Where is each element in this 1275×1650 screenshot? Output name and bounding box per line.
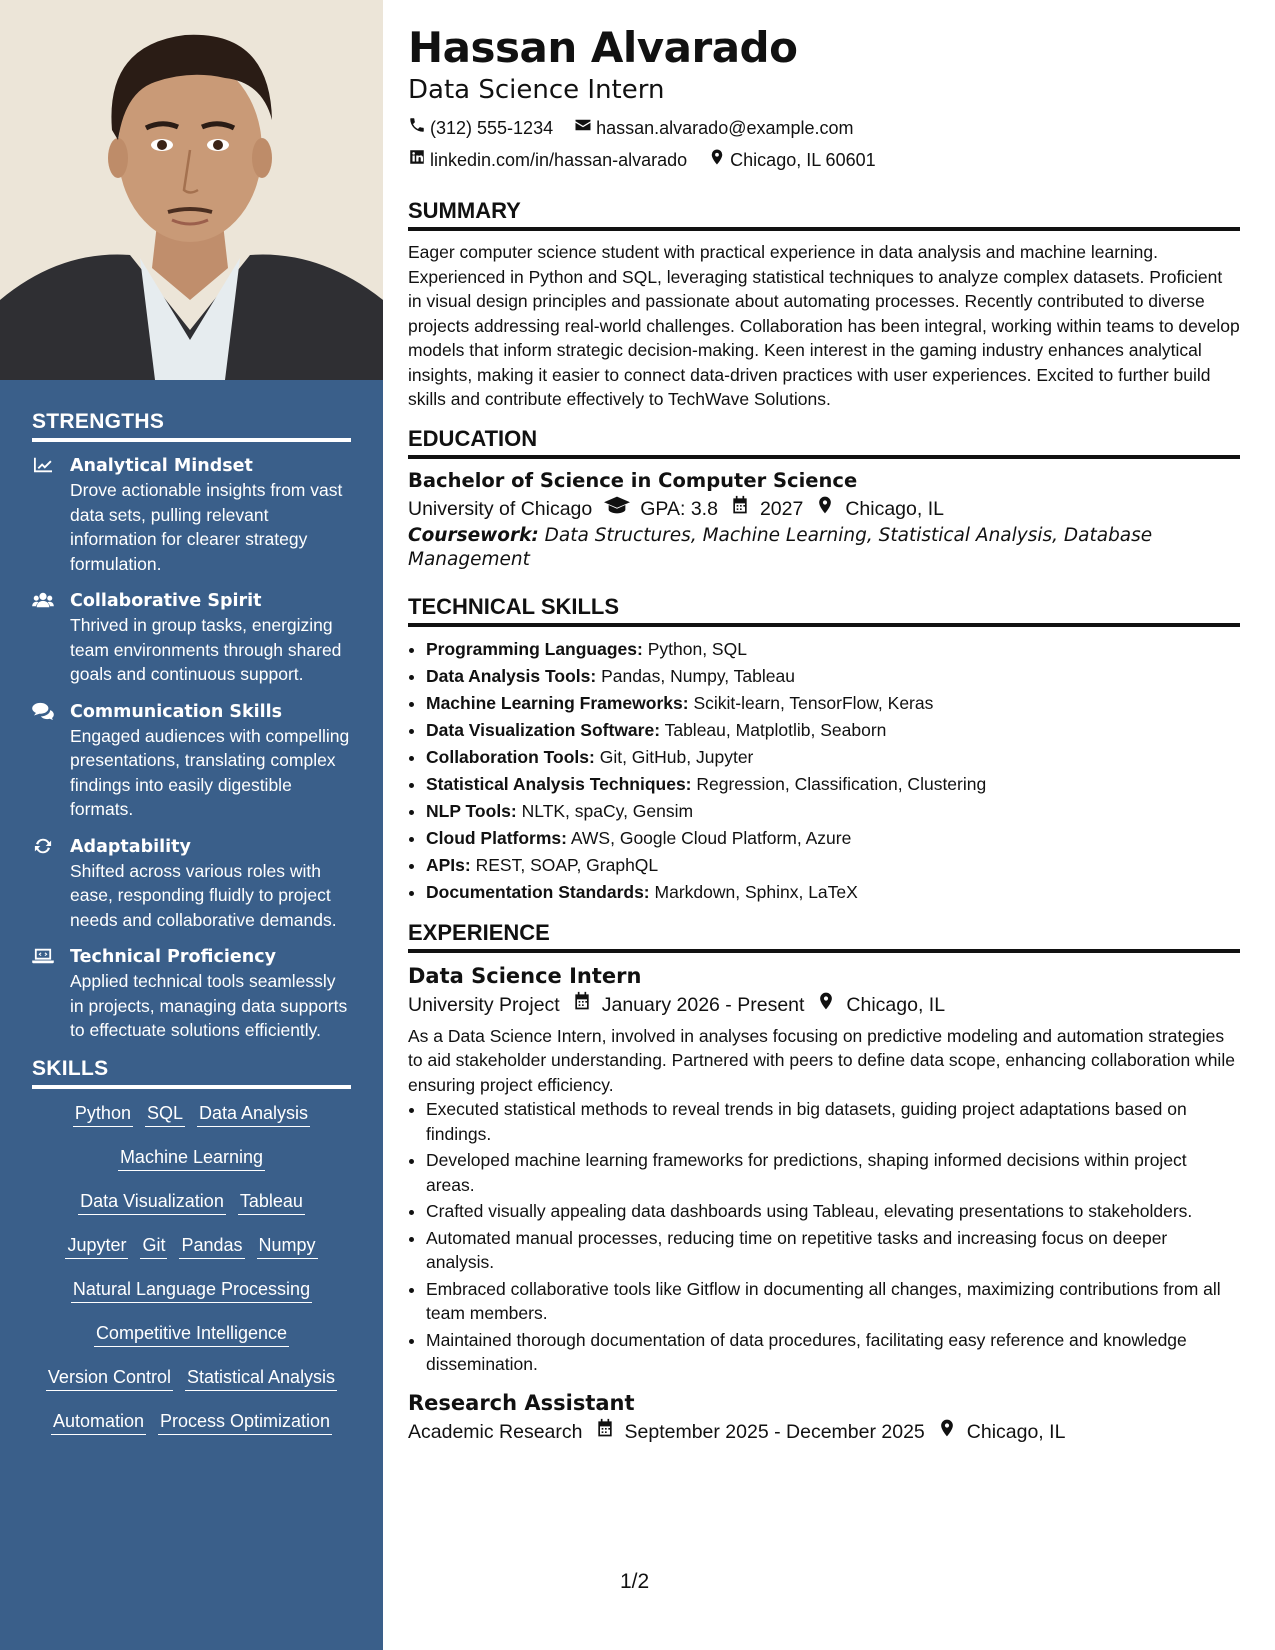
skill-tag: Data Analysis bbox=[197, 1101, 310, 1127]
skill-label: Cloud Platforms: bbox=[426, 827, 567, 848]
skill-row bbox=[32, 1101, 351, 1127]
skill-value: Python, SQL bbox=[647, 638, 747, 659]
strength-title: Adaptability bbox=[70, 836, 191, 857]
coursework bbox=[408, 524, 1240, 572]
email[interactable] bbox=[574, 112, 853, 144]
skill-tag: Competitive Intelligence bbox=[94, 1321, 289, 1347]
job-org: University Project bbox=[408, 993, 560, 1016]
linkedin-icon bbox=[408, 144, 430, 176]
job-title: Research Assistant bbox=[408, 1390, 635, 1415]
skill-value: AWS, Google Cloud Platform, Azure bbox=[570, 827, 852, 848]
skill-value: Regression, Classification, Clustering bbox=[696, 773, 987, 794]
education-heading: EDUCATION bbox=[408, 426, 1240, 459]
skill-tag: Data Visualization bbox=[78, 1189, 226, 1215]
location bbox=[708, 144, 875, 176]
skill-item bbox=[426, 663, 1240, 690]
strength-item bbox=[32, 589, 351, 687]
phone-text: (312) 555-1234 bbox=[430, 118, 554, 138]
skill-value: NLTK, spaCy, Gensim bbox=[521, 800, 694, 821]
phone bbox=[408, 112, 553, 144]
skill-value: Markdown, Sphinx, LaTeX bbox=[654, 881, 858, 902]
candidate-name: Hassan Alvarado bbox=[408, 23, 798, 72]
calendar-icon bbox=[583, 1417, 625, 1447]
skill-row bbox=[32, 1233, 351, 1259]
job-bullet: • Maintained thorough documentation of data procedures, facilitating easy reference and knowledge dissemination. bbox=[426, 1328, 1240, 1377]
skill-value: Git, GitHub, Jupyter bbox=[599, 746, 754, 767]
strength-description: Thrived in group tasks, energizing team environments through shared goals and continuous support. bbox=[70, 615, 342, 684]
main-content bbox=[408, 22, 1240, 1447]
strength-description: Applied technical tools seamlessly in projects, managing data supports to effectuate solutions efficiently. bbox=[70, 971, 348, 1040]
graduation-year: 2027 bbox=[759, 497, 804, 520]
experience-section bbox=[408, 920, 1240, 1447]
skill-tag: SQL bbox=[145, 1101, 185, 1127]
skill-item bbox=[426, 636, 1240, 663]
calendar-icon bbox=[560, 990, 602, 1020]
envelope-icon bbox=[574, 112, 596, 144]
gpa: GPA: 3.8 bbox=[640, 497, 718, 520]
candidate-role: Data Science Intern bbox=[408, 75, 665, 105]
skill-label: Data Visualization Software: bbox=[426, 719, 661, 740]
skill-tag: Automation bbox=[51, 1409, 146, 1435]
skill-item bbox=[426, 717, 1240, 744]
skill-tag: Statistical Analysis bbox=[185, 1365, 337, 1391]
technical-skills-section bbox=[408, 594, 1240, 906]
skill-tag: Process Optimization bbox=[158, 1409, 332, 1435]
skill-tag: Jupyter bbox=[65, 1233, 128, 1259]
linkedin[interactable] bbox=[408, 144, 687, 176]
calendar-icon bbox=[718, 494, 760, 524]
location-text: Chicago, IL 60601 bbox=[730, 150, 876, 170]
job-title: Data Science Intern bbox=[408, 963, 642, 988]
skill-item bbox=[426, 879, 1240, 906]
skill-label: APIs: bbox=[426, 854, 471, 875]
skill-row bbox=[32, 1145, 351, 1171]
skill-tag: Version Control bbox=[46, 1365, 173, 1391]
strength-title: Analytical Mindset bbox=[70, 456, 253, 476]
email-text[interactable]: hassan.alvarado@example.com bbox=[596, 118, 854, 138]
users-icon bbox=[32, 596, 54, 613]
skill-label: Statistical Analysis Techniques: bbox=[426, 773, 692, 794]
job-bullet: • Automated manual processes, reducing time on repetitive tasks and increasing focus on deeper analysis. bbox=[426, 1226, 1240, 1275]
skill-item bbox=[426, 852, 1240, 879]
comments-icon bbox=[32, 707, 54, 724]
strength-item bbox=[32, 835, 351, 933]
job-entry bbox=[408, 1389, 1240, 1447]
coursework-list: Data Structures, Machine Learning, Statistical Analysis, Database Management bbox=[408, 524, 1153, 570]
job-bullet: • Embraced collaborative tools like Gitflow in documenting all changes, maximizing contributions from all team members. bbox=[426, 1277, 1240, 1326]
job-meta bbox=[408, 990, 1240, 1020]
job-summary: As a Data Science Intern, involved in analyses focusing on predictive modeling and automation strategies to aid stakeholder understanding. Partnered with peers to define data scope, enhancing collaboration while ensuring project efficiency. bbox=[408, 1025, 1235, 1095]
experience-heading: EXPERIENCE bbox=[408, 920, 1240, 953]
job-location: Chicago, IL bbox=[846, 993, 946, 1016]
skill-label: Machine Learning Frameworks: bbox=[426, 692, 689, 713]
school: University of Chicago bbox=[408, 497, 593, 520]
linkedin-text[interactable]: linkedin.com/in/hassan-alvarado bbox=[430, 150, 688, 170]
skill-tag: Tableau bbox=[238, 1189, 305, 1215]
summary-section bbox=[408, 198, 1240, 412]
skill-row bbox=[32, 1189, 351, 1215]
sidebar bbox=[0, 0, 383, 1650]
skill-tag: Python bbox=[73, 1101, 133, 1127]
summary-text: Eager computer science student with practical experience in data analysis and machine learning. Experienced in Python and SQL, leveraging statistical techniques to analyze complex datasets. Proficient in visual design principles and passionate about automating processes. Recently contributed to diverse projects addressing real-world challenges. Collaboration has been integral, working within teams to develop models that inform strategic decision-making. Keen interest in the gaming industry enhances analytical insights, making it easier to connect data-driven practices with user experiences. Excited to further build skills and contribute effectively to TechWave Solutions. bbox=[408, 242, 1240, 409]
strength-title: Collaborative Spirit bbox=[70, 591, 262, 611]
skill-label: Data Analysis Tools: bbox=[426, 665, 597, 686]
skill-item bbox=[426, 798, 1240, 825]
job-location: Chicago, IL bbox=[966, 1420, 1066, 1443]
skill-label: Collaboration Tools: bbox=[426, 746, 595, 767]
education-location: Chicago, IL bbox=[845, 497, 944, 520]
skill-value: Pandas, Numpy, Tableau bbox=[601, 665, 795, 686]
skill-tag: Git bbox=[140, 1233, 167, 1259]
strength-description: Drove actionable insights from vast data sets, pulling relevant information for clearer strategy formulation. bbox=[70, 480, 343, 574]
job-bullet: • Executed statistical methods to reveal trends in big datasets, guiding project adaptations based on findings. bbox=[426, 1097, 1240, 1146]
skill-row bbox=[32, 1321, 351, 1347]
summary-heading: SUMMARY bbox=[408, 198, 1240, 231]
skill-row bbox=[32, 1409, 351, 1435]
skills-heading: SKILLS bbox=[32, 1057, 351, 1089]
skill-label: Documentation Standards: bbox=[426, 881, 650, 902]
skill-item bbox=[426, 771, 1240, 798]
coursework-label: Coursework: bbox=[408, 524, 539, 546]
map-marker-icon bbox=[804, 990, 846, 1020]
skill-tag: Pandas bbox=[179, 1233, 244, 1259]
sync-icon bbox=[32, 842, 54, 859]
laptop-code-icon bbox=[32, 952, 54, 969]
phone-icon bbox=[408, 112, 430, 144]
skill-label: Programming Languages: bbox=[426, 638, 643, 659]
strength-item bbox=[32, 700, 351, 822]
strength-item bbox=[32, 454, 351, 576]
contact-info bbox=[408, 112, 1240, 176]
map-marker-icon bbox=[803, 494, 845, 524]
job-dates: September 2025 - December 2025 bbox=[624, 1420, 925, 1443]
job-meta bbox=[408, 1417, 1240, 1447]
skill-row bbox=[32, 1277, 351, 1303]
degree: Bachelor of Science in Computer Science bbox=[408, 468, 858, 492]
strength-description: Shifted across various roles with ease, responding fluidly to project needs and collaborative demands. bbox=[70, 860, 337, 930]
skill-tag: Machine Learning bbox=[118, 1145, 265, 1171]
skill-item bbox=[426, 690, 1240, 717]
job-org: Academic Research bbox=[408, 1420, 583, 1443]
technical-skills-heading: TECHNICAL SKILLS bbox=[408, 594, 1240, 627]
strength-title: Technical Proficiency bbox=[70, 947, 276, 967]
skill-item bbox=[426, 744, 1240, 771]
strength-item bbox=[32, 945, 351, 1043]
strength-description: Engaged audiences with compelling presentations, translating complex findings into easily digestible formats. bbox=[70, 725, 350, 819]
strength-title: Communication Skills bbox=[70, 701, 283, 722]
map-marker-icon bbox=[708, 144, 730, 176]
strengths-heading: STRENGTHS bbox=[32, 410, 351, 442]
job-bullet: • Developed machine learning frameworks for predictions, shaping informed decisions within project areas. bbox=[426, 1148, 1240, 1197]
skill-value: Tableau, Matplotlib, Seaborn bbox=[664, 719, 887, 740]
skill-row bbox=[32, 1365, 351, 1391]
education-meta bbox=[408, 494, 1240, 524]
skill-tag: Natural Language Processing bbox=[71, 1277, 312, 1303]
skill-value: Scikit-learn, TensorFlow, Keras bbox=[693, 692, 934, 713]
education-section bbox=[408, 426, 1240, 572]
skill-label: NLP Tools: bbox=[426, 800, 517, 821]
job-bullet: • Crafted visually appealing data dashboards using Tableau, elevating presentations to stakeholders. bbox=[426, 1199, 1240, 1224]
graduation-cap-icon bbox=[592, 494, 640, 524]
job-dates: January 2026 - Present bbox=[601, 993, 805, 1016]
skill-item bbox=[426, 825, 1240, 852]
skill-tag: Numpy bbox=[257, 1233, 318, 1259]
map-marker-icon bbox=[925, 1417, 967, 1447]
skill-value: REST, SOAP, GraphQL bbox=[475, 854, 659, 875]
chart-line-icon bbox=[32, 461, 54, 478]
profile-photo bbox=[0, 0, 383, 380]
page-number: 1/2 bbox=[620, 1570, 650, 1593]
job-entry bbox=[408, 962, 1240, 1377]
